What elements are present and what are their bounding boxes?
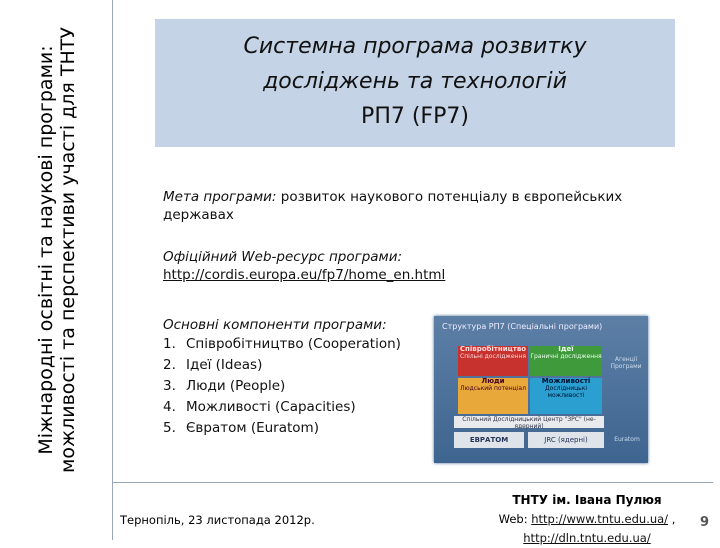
diagram-ideas-cell: Ідеї Граничні дослідження: [530, 346, 602, 376]
footer-divider: [113, 482, 713, 483]
university-name: ТНТУ ім. Івана Пулюя: [512, 493, 662, 507]
components-section: [163, 316, 401, 440]
sidebar-title-line2: можливості та перспективи участі для ТНТУ: [57, 27, 79, 473]
goal-text: розвиток наукового потенціалу в європейських: [276, 189, 623, 205]
goal-label: Мета програми:: [163, 189, 277, 205]
slide-title: [155, 19, 675, 147]
footer-university-block: [472, 491, 702, 548]
sidebar-divider: [112, 0, 113, 540]
diagram-title: Структура РП7 (Спеціальні програми): [442, 322, 603, 331]
list-item: 2. Ідеї (Ideas): [163, 357, 263, 373]
slide-title-line2: досліджень та технологій: [263, 69, 567, 94]
diagram-jrc-bar: Спільний Дослідницький Центр "ЗРС" (не-ядерний): [454, 416, 604, 428]
web-paragraph: [163, 248, 445, 284]
list-item: 1. Співробітництво (Cooperation): [163, 336, 401, 352]
diagram-capacities-cell: Можливості Дослідницькі можливості: [530, 378, 602, 414]
diagram-euratom-note: Euratom: [614, 436, 640, 443]
sidebar-title: [35, 0, 79, 500]
diagram-side-note: Агенції Програми: [610, 356, 642, 370]
list-item: 4. Можливості (Capacities): [163, 399, 356, 415]
page-number: 9: [700, 515, 710, 530]
goal-paragraph: [163, 188, 703, 224]
fp7-structure-diagram: [434, 316, 648, 463]
diagram-jrc-nuclear-cell: JRC (ядерні): [528, 432, 604, 448]
components-label: Основні компоненти програми:: [163, 317, 387, 333]
goal-text-cont: державах: [163, 207, 234, 223]
components-list: [163, 335, 401, 440]
footer-date: Тернопіль, 23 листопада 2012р.: [120, 513, 315, 527]
list-item: 5. Євратом (Euratom): [163, 420, 319, 436]
diagram-euratom-cell: ЕВРАТОМ: [454, 432, 524, 448]
footer-web-line2: [472, 529, 702, 548]
slide-title-line1: Системна програма розвитку: [243, 34, 587, 59]
web-label: Офіційний Web-ресурс програми:: [163, 249, 403, 265]
diagram-people-cell: Люди Людський потенціал: [458, 378, 528, 414]
dln-website-link[interactable]: http://dln.tntu.edu.ua/: [523, 531, 651, 545]
program-website-link[interactable]: http://cordis.europa.eu/fp7/home_en.html: [163, 267, 446, 283]
diagram-cooperation-cell: Співробітництво Спільні дослідження: [458, 346, 528, 376]
slide-title-line3: РП7 (FP7): [361, 104, 469, 129]
sidebar-title-line1: Міжнародні освітні та наукові програми:: [35, 45, 57, 455]
tntu-website-link[interactable]: http://www.tntu.edu.ua/: [531, 512, 669, 526]
web-label: Web:: [498, 512, 528, 526]
list-item: 3. Люди (People): [163, 378, 286, 394]
footer-web-line: Web: http://www.tntu.edu.ua/ ,: [498, 512, 676, 526]
